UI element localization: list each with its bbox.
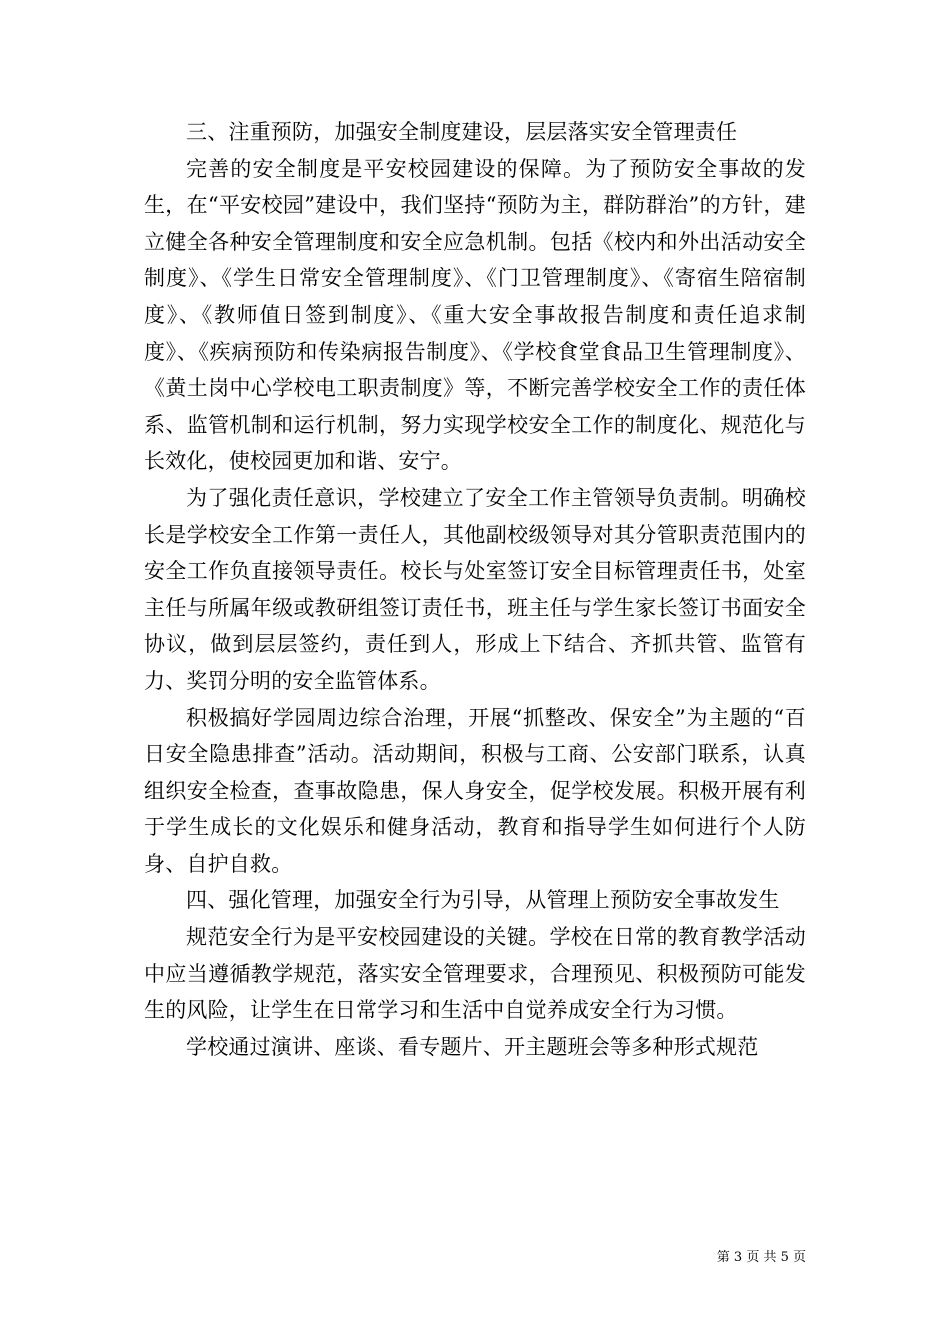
paragraph-activities: 学校通过演讲、座谈、看专题片、开主题班会等多种形式规范 [186, 1034, 759, 1059]
paragraph-safe-behavior: 规范安全行为是平安校园建设的关键。学校在日常的教育教学活动中应当遵循教学规范，落实安全管理要求，合理预见、积极预防可能发生的风险，让学生在日常学习和生活中自觉养成安全行为习惯。 [144, 925, 806, 1023]
section-heading-3: 三、注重预防，加强安全制度建设，层层落实安全管理责任 [186, 120, 738, 144]
document-body [144, 114, 806, 1065]
page-number: 第 3 页 共 5 页 [716, 1250, 806, 1265]
paragraph-governance: 积极搞好学园周边综合治理，开展“抓整改、保安全”为主题的“百日安全隐患排查”活动。活动期间，积极与工商、公安部门联系，认真组织安全检查，查事故隐患，保人身安全，促学校发展。积极开展有利于学生成长的文化娱乐和健身活动，教育和指导学生如何进行个人防身、自护自救。 [144, 705, 806, 876]
paragraph-safety-system: 完善的安全制度是平安校园建设的保障。为了预防安全事故的发生，在“平安校园”建设中，我们坚持“预防为主，群防群治”的方针，建立健全各种安全管理制度和安全应急机制。包括《校内和外出活动安全制度》、《学生日常安全管理制度》、《门卫管理制度》、《寄宿生陪宿制度》、《教师值日签到制度》、《重大安全事故报告制度和责任追求制度》、《疾病预防和传染病报告制度》、《学校食堂食品卫生管理制度》、《黄土岗中心学校电工职责制度》等，不断完善学校安全工作的责任体系、监管机制和运行机制，努力实现学校安全工作的制度化、规范化与长效化，使校园更加和谐、安宁。 [144, 156, 806, 474]
paragraph-responsibility: 为了强化责任意识，学校建立了安全工作主管领导负责制。明确校长是学校安全工作第一责任人，其他副校级领导对其分管职责范围内的安全工作负直接领导责任。校长与处室签订安全目标管理责任书，处室主任与所属年级或教研组签订责任书，班主任与学生家长签订书面安全协议，做到层层签约，责任到人，形成上下结合、齐抓共管、监管有力、奖罚分明的安全监管体系。 [144, 485, 806, 693]
section-heading-4: 四、强化管理，加强安全行为引导，从管理上预防安全事故发生 [186, 888, 780, 913]
